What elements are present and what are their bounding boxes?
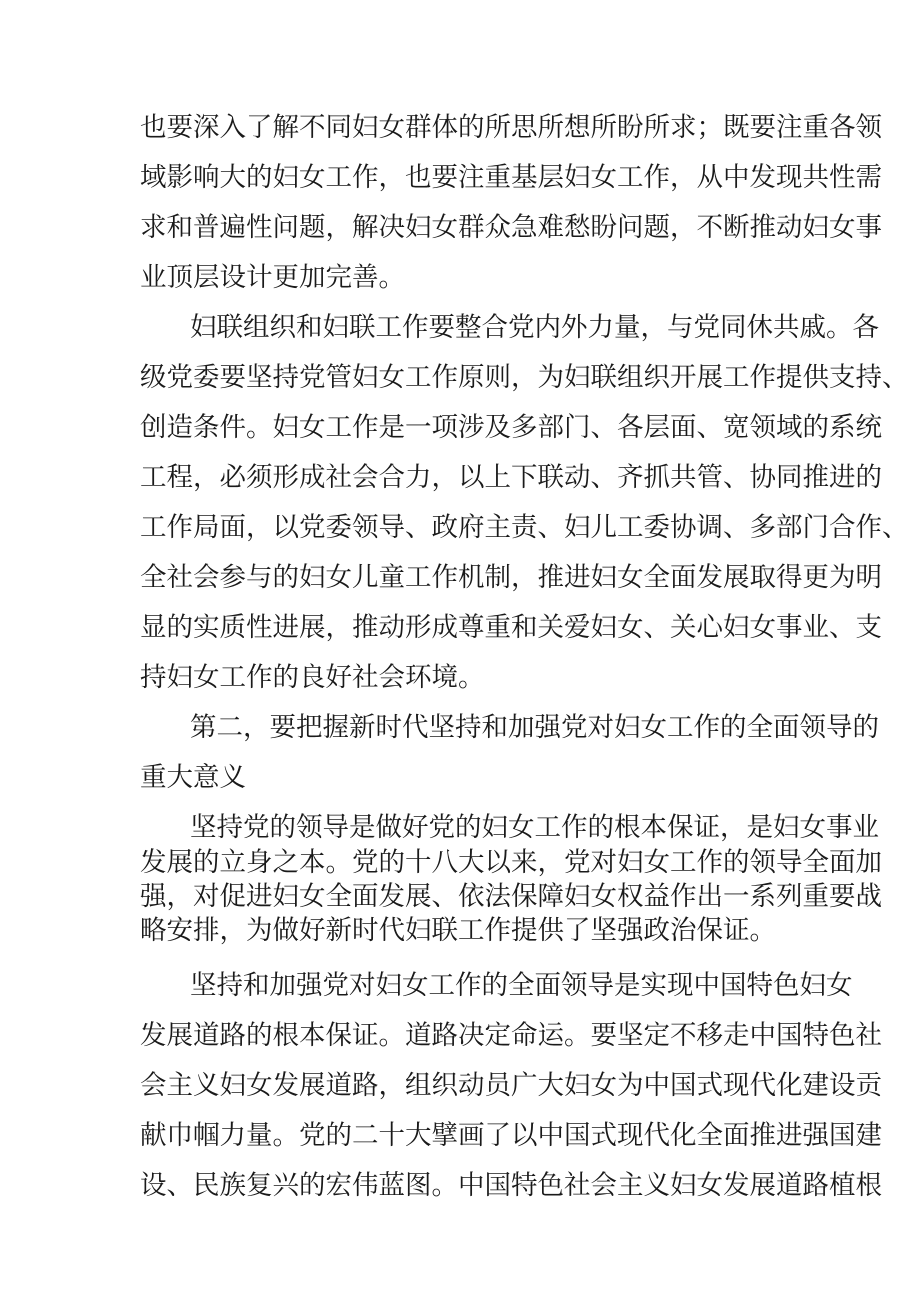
- paragraph-1-line-2: 域影响大的妇女工作，也要注重基层妇女工作，从中发现共性需: [140, 162, 882, 193]
- paragraph-1-line-4: 业顶层设计更加完善。: [140, 262, 405, 293]
- paragraph-2-line-7: 显的实质性进展，推动形成尊重和关爱妇女、关心妇女事业、支: [140, 612, 882, 643]
- section-heading-line-1: 第二，要把握新时代坚持和加强党对妇女工作的全面领导的: [190, 712, 879, 743]
- paragraph-4-line-5: 设、民族复兴的宏伟蓝图。中国特色社会主义妇女发展道路植根: [140, 1170, 882, 1201]
- paragraph-2-line-8: 持妇女工作的良好社会环境。: [140, 662, 485, 693]
- paragraph-2-line-4: 工程，必须形成社会合力，以上下联动、齐抓共管、协同推进的: [140, 462, 882, 493]
- paragraph-3-line-3: 强，对促进妇女全面发展、依法保障妇女权益作出一系列重要战: [140, 881, 882, 912]
- paragraph-4-line-2: 发展道路的根本保证。道路决定命运。要坚定不移走中国特色社: [140, 1020, 882, 1051]
- paragraph-4-line-4: 献巾帼力量。党的二十大擘画了以中国式现代化全面推进强国建: [140, 1120, 882, 1151]
- paragraph-2-line-2: 级党委要坚持党管妇女工作原则，为妇联组织开展工作提供支持、: [140, 362, 909, 393]
- paragraph-3-line-4: 略安排，为做好新时代妇联工作提供了坚强政治保证。: [140, 915, 776, 946]
- section-heading-line-2: 重大意义: [140, 762, 246, 793]
- paragraph-2-line-5: 工作局面，以党委领导、政府主责、妇儿工委协调、多部门合作、: [140, 512, 909, 543]
- paragraph-3-line-1: 坚持党的领导是做好党的妇女工作的根本保证，是妇女事业: [190, 812, 879, 843]
- paragraph-2-line-6: 全社会参与的妇女儿童工作机制，推进妇女全面发展取得更为明: [140, 562, 882, 593]
- paragraph-4-line-1: 坚持和加强党对妇女工作的全面领导是实现中国特色妇女: [190, 970, 853, 1001]
- paragraph-3-line-2: 发展的立身之本。党的十八大以来，党对妇女工作的领导全面加: [140, 847, 882, 878]
- paragraph-1-line-1: 也要深入了解不同妇女群体的所思所想所盼所求；既要注重各领: [140, 112, 882, 143]
- paragraph-4-line-3: 会主义妇女发展道路，组织动员广大妇女为中国式现代化建设贡: [140, 1070, 882, 1101]
- paragraph-2-line-3: 创造条件。妇女工作是一项涉及多部门、各层面、宽领域的系统: [140, 412, 882, 443]
- paragraph-2-line-1: 妇联组织和妇联工作要整合党内外力量，与党同休共戚。各: [190, 312, 879, 343]
- paragraph-1-line-3: 求和普遍性问题，解决妇女群众急难愁盼问题，不断推动妇女事: [140, 212, 882, 243]
